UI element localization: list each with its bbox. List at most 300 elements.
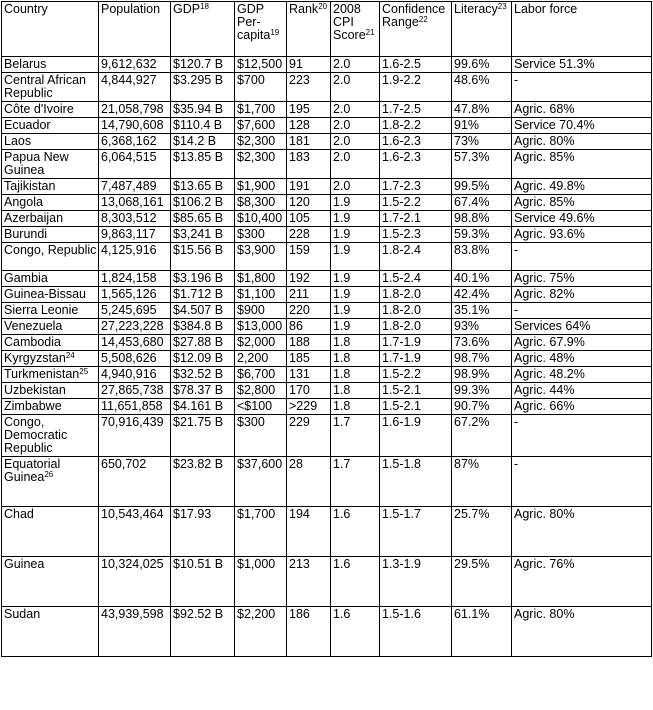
- table-cell: 91%: [452, 118, 512, 134]
- table-cell: Services 64%: [512, 319, 652, 335]
- country-cell: [2, 211, 99, 227]
- table-cell: -: [512, 457, 652, 507]
- footnote-marker: 23: [497, 2, 507, 11]
- column-header-label: Rank: [289, 2, 319, 16]
- table-cell: $6,700: [235, 367, 287, 383]
- table-cell: 1.8: [331, 335, 380, 351]
- table-cell: 99.5%: [452, 179, 512, 195]
- table-body: [2, 57, 652, 657]
- country-statistics-table: [1, 1, 652, 657]
- table-cell: $12,500: [235, 57, 287, 73]
- table-cell: 1.7-2.1: [380, 211, 452, 227]
- table-cell: $4.507 B: [171, 303, 235, 319]
- country-cell: [2, 457, 99, 507]
- table-cell: 1.9: [331, 319, 380, 335]
- table-header-row: [2, 2, 652, 57]
- footnote-marker: 18: [200, 2, 209, 11]
- table-cell: 1.6-2.3: [380, 134, 452, 150]
- table-cell: 98.7%: [452, 351, 512, 367]
- table-cell: $3.295 B: [171, 73, 235, 102]
- table-cell: 213: [287, 557, 331, 607]
- table-cell: 1.9-2.2: [380, 73, 452, 102]
- table-cell: Agric. 80%: [512, 607, 652, 657]
- table-cell: 2,200: [235, 351, 287, 367]
- table-cell: 1.7: [331, 415, 380, 457]
- table-cell: 159: [287, 243, 331, 271]
- table-cell: 6,368,162: [99, 134, 171, 150]
- table-cell: $4.161 B: [171, 399, 235, 415]
- country-name: Uzbekistan: [4, 383, 66, 397]
- column-header-label: GDP: [173, 2, 201, 16]
- table-cell: 4,940,916: [99, 367, 171, 383]
- country-cell: [2, 134, 99, 150]
- table-cell: $106.2 B: [171, 195, 235, 211]
- table-cell: 10,324,025: [99, 557, 171, 607]
- table-cell: $384.8 B: [171, 319, 235, 335]
- table-cell: $12.09 B: [171, 351, 235, 367]
- table-row: [2, 150, 652, 179]
- table-cell: $13,000: [235, 319, 287, 335]
- table-row: [2, 457, 652, 507]
- table-cell: 1.6: [331, 507, 380, 557]
- table-cell: 59.3%: [452, 227, 512, 243]
- table-cell: $900: [235, 303, 287, 319]
- table-cell: 1.7: [331, 457, 380, 507]
- table-cell: $1,700: [235, 507, 287, 557]
- country-name: Venezuela: [4, 319, 63, 333]
- table-cell: $78.37 B: [171, 383, 235, 399]
- table-cell: -: [512, 415, 652, 457]
- table-cell: $1,100: [235, 287, 287, 303]
- table-cell: 1.7-2.5: [380, 102, 452, 118]
- table-cell: 73.6%: [452, 335, 512, 351]
- footnote-marker: 21: [365, 28, 375, 37]
- table-cell: 93%: [452, 319, 512, 335]
- table-row: [2, 195, 652, 211]
- table-cell: $3,900: [235, 243, 287, 271]
- table-cell: 1.5-2.2: [380, 195, 452, 211]
- table-cell: 8,303,512: [99, 211, 171, 227]
- table-cell: 128: [287, 118, 331, 134]
- table-cell: $700: [235, 73, 287, 102]
- table-cell: 1,824,158: [99, 271, 171, 287]
- table-cell: $14.2 B: [171, 134, 235, 150]
- column-header-label: Population: [101, 2, 161, 16]
- table-cell: 1.6: [331, 607, 380, 657]
- country-cell: [2, 195, 99, 211]
- table-cell: 43,939,598: [99, 607, 171, 657]
- table-cell: $15.56 B: [171, 243, 235, 271]
- country-name: Kyrgyzstan: [4, 351, 66, 365]
- table-cell: 2.0: [331, 150, 380, 179]
- table-cell: Agric. 67.9%: [512, 335, 652, 351]
- table-cell: $32.52 B: [171, 367, 235, 383]
- table-cell: 67.2%: [452, 415, 512, 457]
- table-cell: 191: [287, 179, 331, 195]
- table-cell: 170: [287, 383, 331, 399]
- country-name: Cambodia: [4, 335, 61, 349]
- table-cell: 9,612,632: [99, 57, 171, 73]
- table-row: [2, 118, 652, 134]
- table-cell: 1.8-2.0: [380, 303, 452, 319]
- table-cell: $110.4 B: [171, 118, 235, 134]
- country-cell: [2, 557, 99, 607]
- table-cell: 1.6: [331, 557, 380, 607]
- table-cell: $27.88 B: [171, 335, 235, 351]
- country-name: Zimbabwe: [4, 399, 62, 413]
- table-cell: 10,543,464: [99, 507, 171, 557]
- table-cell: 188: [287, 335, 331, 351]
- table-cell: 1.6-2.3: [380, 150, 452, 179]
- table-cell: 28: [287, 457, 331, 507]
- table-cell: 35.1%: [452, 303, 512, 319]
- table-cell: 220: [287, 303, 331, 319]
- table-cell: 27,865,738: [99, 383, 171, 399]
- country-cell: [2, 271, 99, 287]
- table-cell: 14,790,608: [99, 118, 171, 134]
- table-cell: 211: [287, 287, 331, 303]
- country-cell: [2, 118, 99, 134]
- table-cell: 1.9: [331, 227, 380, 243]
- table-cell: 1.8: [331, 367, 380, 383]
- table-cell: $300: [235, 415, 287, 457]
- table-cell: Agric. 48%: [512, 351, 652, 367]
- table-cell: 185: [287, 351, 331, 367]
- table-cell: 1.8: [331, 383, 380, 399]
- country-name: Azerbaijan: [4, 211, 64, 225]
- country-name: Papua New Guinea: [4, 150, 69, 177]
- country-name: Equatorial Guinea: [4, 457, 61, 484]
- footnote-marker: 26: [44, 470, 54, 479]
- table-row: [2, 367, 652, 383]
- table-cell: -: [512, 73, 652, 102]
- table-cell: 229: [287, 415, 331, 457]
- country-name: Côte d'Ivoire: [4, 102, 74, 116]
- column-header: [512, 2, 652, 57]
- column-header-label: Confidence Range: [382, 2, 446, 29]
- table-cell: $10.51 B: [171, 557, 235, 607]
- table-cell: 29.5%: [452, 557, 512, 607]
- table-cell: $85.65 B: [171, 211, 235, 227]
- table-cell: 1.6-1.9: [380, 415, 452, 457]
- table-cell: 1.9: [331, 271, 380, 287]
- table-row: [2, 57, 652, 73]
- table-cell: 2.0: [331, 102, 380, 118]
- table-cell: 1.7-1.9: [380, 335, 452, 351]
- table-cell: 25.7%: [452, 507, 512, 557]
- table-cell: $1,700: [235, 102, 287, 118]
- country-cell: [2, 319, 99, 335]
- table-row: [2, 271, 652, 287]
- country-name: Central African Republic: [4, 73, 86, 100]
- table-row: [2, 415, 652, 457]
- table-cell: 1.8-2.2: [380, 118, 452, 134]
- footnote-marker: 22: [418, 15, 428, 24]
- table-cell: 42.4%: [452, 287, 512, 303]
- table-cell: 61.1%: [452, 607, 512, 657]
- country-cell: [2, 73, 99, 102]
- country-name: Belarus: [4, 57, 47, 71]
- table-cell: $37,600: [235, 457, 287, 507]
- country-name: Ecuador: [4, 118, 51, 132]
- country-cell: [2, 102, 99, 118]
- country-cell: [2, 179, 99, 195]
- table-cell: Agric. 80%: [512, 134, 652, 150]
- table-cell: $2,300: [235, 150, 287, 179]
- table-cell: 1.9: [331, 303, 380, 319]
- country-name: Gambia: [4, 271, 48, 285]
- country-name: Guinea: [4, 557, 45, 571]
- table-cell: 14,453,680: [99, 335, 171, 351]
- table-cell: Agric. 75%: [512, 271, 652, 287]
- table-cell: Agric. 76%: [512, 557, 652, 607]
- country-cell: [2, 57, 99, 73]
- table-cell: 67.4%: [452, 195, 512, 211]
- table-cell: 223: [287, 73, 331, 102]
- table-row: [2, 73, 652, 102]
- table-cell: 1,565,126: [99, 287, 171, 303]
- table-row: [2, 243, 652, 271]
- footnote-marker: 20: [318, 2, 328, 11]
- table-cell: 183: [287, 150, 331, 179]
- table-cell: 9,863,117: [99, 227, 171, 243]
- country-name: Tajikistan: [4, 179, 56, 193]
- table-cell: 1.5-2.1: [380, 383, 452, 399]
- table-cell: 195: [287, 102, 331, 118]
- table-cell: Agric. 80%: [512, 507, 652, 557]
- table-cell: $17.93: [171, 507, 235, 557]
- table-cell: $2,300: [235, 134, 287, 150]
- table-cell: $1,800: [235, 271, 287, 287]
- table-cell: -: [512, 303, 652, 319]
- country-name: Congo, Democratic Republic: [4, 415, 68, 455]
- table-cell: 1.8: [331, 399, 380, 415]
- table-cell: 1.5-2.4: [380, 271, 452, 287]
- table-cell: 1.3-1.9: [380, 557, 452, 607]
- table-cell: 192: [287, 271, 331, 287]
- country-name: Congo, Republic: [4, 243, 97, 257]
- country-cell: [2, 383, 99, 399]
- table-cell: 48.6%: [452, 73, 512, 102]
- country-name: Turkmenistan: [4, 367, 80, 381]
- column-header: [99, 2, 171, 57]
- country-name: Guinea-Bissau: [4, 287, 86, 301]
- country-cell: [2, 607, 99, 657]
- country-cell: [2, 150, 99, 179]
- table-cell: 47.8%: [452, 102, 512, 118]
- table-cell: $120.7 B: [171, 57, 235, 73]
- table-cell: $13.85 B: [171, 150, 235, 179]
- table-cell: $92.52 B: [171, 607, 235, 657]
- country-cell: [2, 243, 99, 271]
- table-row: [2, 351, 652, 367]
- table-cell: 131: [287, 367, 331, 383]
- table-cell: 1.9: [331, 243, 380, 271]
- table-cell: 1.5-1.7: [380, 507, 452, 557]
- table-row: [2, 335, 652, 351]
- footnote-marker: 25: [79, 367, 89, 376]
- column-header-label: GDP Per-capita: [237, 2, 271, 42]
- table-cell: 90.7%: [452, 399, 512, 415]
- table-row: [2, 102, 652, 118]
- table-cell: Service 70.4%: [512, 118, 652, 134]
- country-cell: [2, 415, 99, 457]
- table-row: [2, 303, 652, 319]
- table-cell: $13.65 B: [171, 179, 235, 195]
- country-cell: [2, 399, 99, 415]
- country-cell: [2, 351, 99, 367]
- country-cell: [2, 227, 99, 243]
- table-cell: 5,245,695: [99, 303, 171, 319]
- table-row: [2, 507, 652, 557]
- column-header-label: Labor force: [514, 2, 578, 16]
- column-header: [171, 2, 235, 57]
- column-header-label: Literacy: [454, 2, 498, 16]
- table-cell: Agric. 49.8%: [512, 179, 652, 195]
- table-cell: 7,487,489: [99, 179, 171, 195]
- table-cell: 228: [287, 227, 331, 243]
- table-cell: 1.5-2.1: [380, 399, 452, 415]
- table-cell: 98.9%: [452, 367, 512, 383]
- table-cell: $2,800: [235, 383, 287, 399]
- country-cell: [2, 303, 99, 319]
- table-cell: 186: [287, 607, 331, 657]
- table-cell: 99.3%: [452, 383, 512, 399]
- table-cell: 1.6-2.5: [380, 57, 452, 73]
- country-name: Sierra Leonie: [4, 303, 79, 317]
- table-cell: 57.3%: [452, 150, 512, 179]
- table-cell: 1.7-2.3: [380, 179, 452, 195]
- country-cell: [2, 367, 99, 383]
- table-row: [2, 227, 652, 243]
- table-cell: -: [512, 243, 652, 271]
- footnote-marker: 24: [65, 351, 75, 360]
- table-cell: $3.196 B: [171, 271, 235, 287]
- table-cell: 105: [287, 211, 331, 227]
- table-cell: Agric. 48.2%: [512, 367, 652, 383]
- column-header: [452, 2, 512, 57]
- table-row: [2, 134, 652, 150]
- table-cell: 1.8-2.0: [380, 319, 452, 335]
- country-cell: [2, 507, 99, 557]
- table-cell: $2,000: [235, 335, 287, 351]
- table-cell: 86: [287, 319, 331, 335]
- table-cell: 4,844,927: [99, 73, 171, 102]
- table-cell: $3,241 B: [171, 227, 235, 243]
- table-cell: Service 51.3%: [512, 57, 652, 73]
- table-cell: Agric. 68%: [512, 102, 652, 118]
- table-cell: Service 49.6%: [512, 211, 652, 227]
- table-row: [2, 399, 652, 415]
- table-row: [2, 383, 652, 399]
- country-name: Laos: [4, 134, 32, 148]
- table-cell: $1.712 B: [171, 287, 235, 303]
- table-cell: $1,900: [235, 179, 287, 195]
- table-cell: Agric. 82%: [512, 287, 652, 303]
- footnote-marker: 19: [270, 28, 280, 37]
- table-cell: $300: [235, 227, 287, 243]
- country-name: Sudan: [4, 607, 41, 621]
- column-header: [331, 2, 380, 57]
- table-cell: 99.6%: [452, 57, 512, 73]
- table-row: [2, 607, 652, 657]
- column-header-label: Country: [4, 2, 48, 16]
- table-cell: 1.9: [331, 195, 380, 211]
- table-cell: <$100: [235, 399, 287, 415]
- table-cell: 73%: [452, 134, 512, 150]
- table-row: [2, 557, 652, 607]
- country-name: Angola: [4, 195, 43, 209]
- table-cell: 1.9: [331, 287, 380, 303]
- table-cell: 650,702: [99, 457, 171, 507]
- table-cell: 2.0: [331, 73, 380, 102]
- column-header-label: 2008 CPI Score: [333, 2, 366, 42]
- table-cell: $7,600: [235, 118, 287, 134]
- table-row: [2, 319, 652, 335]
- table-cell: Agric. 85%: [512, 195, 652, 211]
- table-cell: Agric. 93.6%: [512, 227, 652, 243]
- table-cell: 87%: [452, 457, 512, 507]
- table-cell: 2.0: [331, 57, 380, 73]
- table-cell: $8,300: [235, 195, 287, 211]
- table-row: [2, 179, 652, 195]
- table-cell: 5,508,626: [99, 351, 171, 367]
- table-cell: Agric. 66%: [512, 399, 652, 415]
- column-header: [287, 2, 331, 57]
- table-cell: 4,125,916: [99, 243, 171, 271]
- country-cell: [2, 287, 99, 303]
- table-cell: 6,064,515: [99, 150, 171, 179]
- table-cell: 194: [287, 507, 331, 557]
- table-cell: 2.0: [331, 118, 380, 134]
- table-cell: >229: [287, 399, 331, 415]
- country-name: Burundi: [4, 227, 48, 241]
- table-cell: 91: [287, 57, 331, 73]
- table-cell: Agric. 44%: [512, 383, 652, 399]
- table-cell: $2,200: [235, 607, 287, 657]
- table-cell: 120: [287, 195, 331, 211]
- table-cell: 1.7-1.9: [380, 351, 452, 367]
- table-cell: 1.9: [331, 211, 380, 227]
- table-cell: Agric. 85%: [512, 150, 652, 179]
- table-cell: 1.5-1.8: [380, 457, 452, 507]
- column-header: [2, 2, 99, 57]
- table-cell: 1.8-2.0: [380, 287, 452, 303]
- table-cell: $35.94 B: [171, 102, 235, 118]
- table-cell: $21.75 B: [171, 415, 235, 457]
- column-header: [380, 2, 452, 57]
- country-cell: [2, 335, 99, 351]
- column-header: [235, 2, 287, 57]
- table-cell: 1.5-2.3: [380, 227, 452, 243]
- table-row: [2, 287, 652, 303]
- table-cell: 1.5-1.6: [380, 607, 452, 657]
- table-cell: 2.0: [331, 134, 380, 150]
- table-cell: 70,916,439: [99, 415, 171, 457]
- table-cell: 83.8%: [452, 243, 512, 271]
- table-cell: 1.8-2.4: [380, 243, 452, 271]
- table-cell: 1.8: [331, 351, 380, 367]
- table-cell: 11,651,858: [99, 399, 171, 415]
- table-cell: 181: [287, 134, 331, 150]
- document-page: [1, 1, 652, 657]
- table-cell: $23.82 B: [171, 457, 235, 507]
- table-cell: $1,000: [235, 557, 287, 607]
- table-cell: $10,400: [235, 211, 287, 227]
- table-cell: 1.5-2.2: [380, 367, 452, 383]
- table-cell: 21,058,798: [99, 102, 171, 118]
- table-cell: 40.1%: [452, 271, 512, 287]
